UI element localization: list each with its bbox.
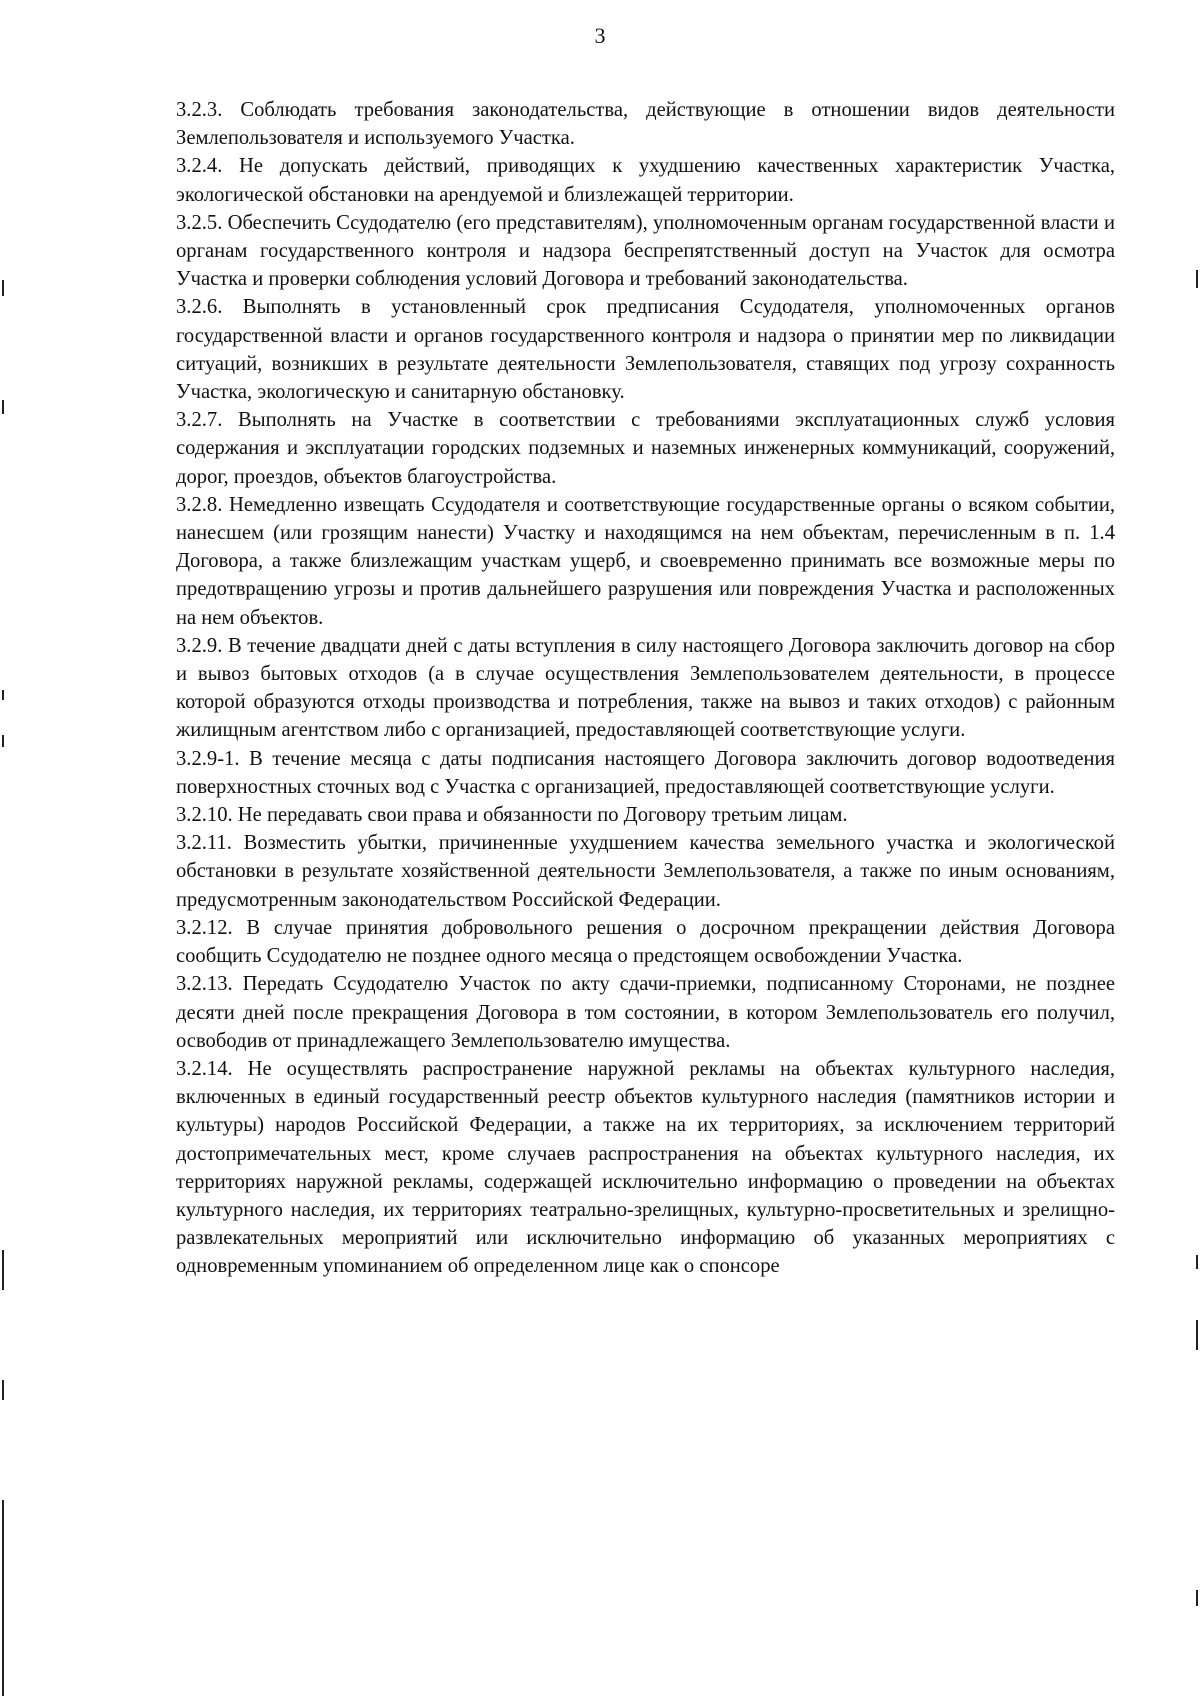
scan-artifact-right-1 — [1196, 270, 1198, 288]
scan-artifact-left-2 — [2, 400, 4, 414]
page-number: 3 — [594, 23, 606, 48]
clause-3-2-11: 3.2.11. Возместить убытки, причиненные ухудшением качества земельного участка и экологической обстановки в результате хозяйственной деятельности Землепользователя, а также по иным основаниям, предусмотренным законодательством Российской Федерации. — [176, 832, 1115, 911]
clause-3-2-3: 3.2.3. Соблюдать требования законодательства, действующие в отношении видов деятельности Землепользователя и используемого Участка. — [176, 99, 1115, 150]
scan-artifact-left-1 — [2, 280, 4, 296]
clause-3-2-4: 3.2.4. Не допускать действий, приводящих к ухудшению качественных характеристик Участка, экологической обстановки на арендуемой и близлежащей территории. — [176, 155, 1115, 206]
scan-artifact-left-7 — [2, 1500, 4, 1696]
clause-3-2-9-1: 3.2.9-1. В течение месяца с даты подписания настоящего Договора заключить договор водоотведения поверхностных сточных вод с Участка с организацией, предоставляющей соответствующие услуги. — [176, 747, 1115, 798]
clause-3-2-10: 3.2.10. Не передавать свои права и обязанности по Договору третьим лицам. — [176, 804, 848, 827]
scan-artifact-left-5 — [2, 1250, 4, 1290]
scan-artifact-left-6 — [2, 1380, 4, 1400]
scan-artifact-right-2 — [1196, 1255, 1198, 1269]
scan-artifact-left-3 — [2, 690, 4, 700]
scan-artifact-left-4 — [2, 735, 4, 747]
clause-3-2-5: 3.2.5. Обеспечить Ссудодателю (его представителям), уполномоченным органам государственной власти и органам государственного контроля и надзора беспрепятственный доступ на Участок для осмотра Участка и проверки соблюдения условий Договора и требований законодательства. — [176, 211, 1115, 291]
clause-3-2-12: 3.2.12. В случае принятия добровольного решения о досрочном прекращении действия Договора сообщить Ссудодателю не позднее одного месяца о предстоящем освобождении Участка. — [176, 916, 1115, 968]
clause-3-2-8: 3.2.8. Немедленно извещать Ссудодателя и соответствующие государственные органы о всяком событии, нанесшем (или грозящим нанести) Участку и находящимся на нем объектам, перечисленным в п. 1.4 Договора, а также близлежащим участкам ущерб, и своевременно принимать все возможные меры по предотвращению угрозы и против дальнейшего разрушения или повреждения Участка и расположенных на нем объектов. — [176, 493, 1115, 629]
clause-3-2-6: 3.2.6. Выполнять в установленный срок предписания Ссудодателя, уполномоченных органов государственной власти и органов государственного контроля и надзора о принятии мер по ликвидации ситуаций, возникших в результате деятельности Землепользователя, ставящих под угрозу сохранность Участка, экологическую и санитарную обстановку. — [176, 296, 1115, 404]
clause-3-2-14: 3.2.14. Не осуществлять распространение наружной рекламы на объектах культурного наследия, включенных в единый государственный реестр объектов культурного наследия (памятников истории и культуры) народов Российской Федерации, а также на их территориях, за исключением территорий достопримечательных мест, кроме случаев распространения на объектах культурного наследия, их территориях наружной рекламы, содержащей исключительно информацию о проведении на объектах культурного наследия, их территориях театрально-зрелищных, культурно-просветительных и зрелищно-развлекательных мероприятий или исключительно информацию об указанных мероприятиях с одновременным упоминанием об определенном лице как о спонсоре — [176, 1057, 1115, 1278]
clause-3-2-9: 3.2.9. В течение двадцати дней с даты вступления в силу настоящего Договора заключить договор на сбор и вывоз бытовых отходов (а в случае осуществления Землепользователем деятельности, в процессе которой образуются отходы производства и потребления, также на вывоз и таких отходов) с районным жилищным агентством либо с организацией, предоставляющей соответствующие услуги. — [176, 634, 1115, 742]
scan-artifact-right-4 — [1196, 1590, 1198, 1606]
scan-artifact-right-3 — [1196, 1320, 1198, 1350]
clause-3-2-13: 3.2.13. Передать Ссудодателю Участок по акту сдачи-приемки, подписанному Сторонами, не позднее десяти дней после прекращения Договора в том состоянии, в котором Землепользователь его получил, освободив от принадлежащего Землепользователю имущества. — [176, 973, 1115, 1052]
document-body — [176, 96, 1115, 1281]
clause-3-2-7: 3.2.7. Выполнять на Участке в соответствии с требованиями эксплуатационных служб условия содержания и эксплуатации городских подземных и наземных инженерных коммуникаций, сооружений, дорог, проездов, объектов благоустройства. — [176, 409, 1115, 488]
